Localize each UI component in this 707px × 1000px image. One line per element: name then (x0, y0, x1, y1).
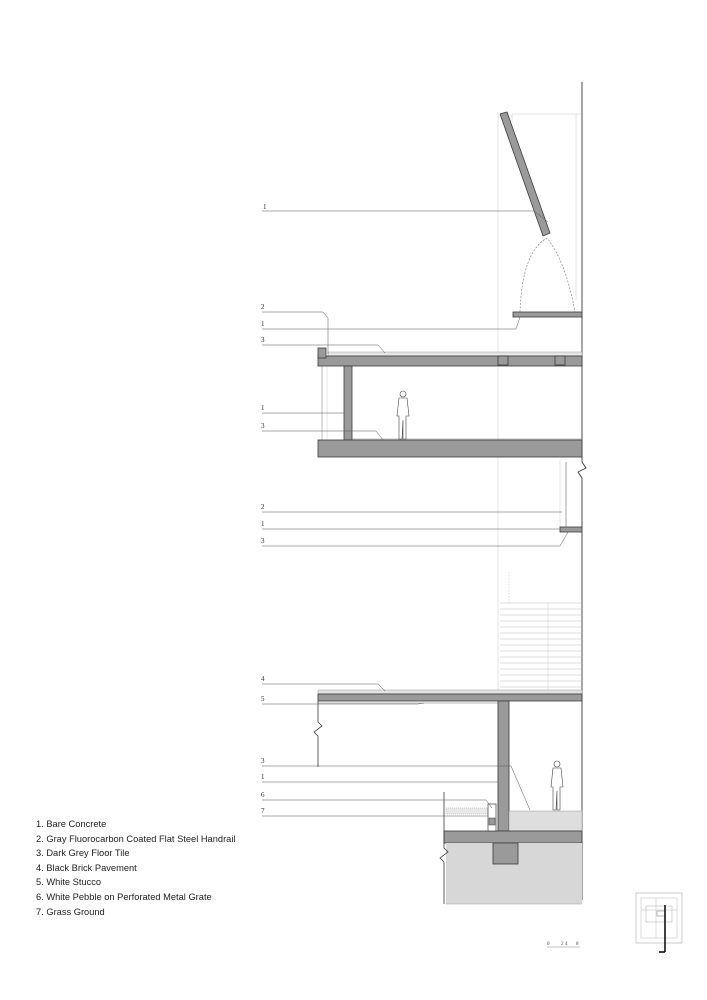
upper-outer-wall (344, 366, 352, 440)
upper-floor-slab (318, 440, 582, 457)
key-plan-thumbnail (636, 893, 682, 952)
upper-beam-2 (555, 356, 565, 365)
black-brick-pavement (318, 690, 582, 694)
scale-label-0: 0 (547, 942, 550, 947)
leader-lines (262, 211, 568, 816)
callout-1-upper-wall: 1 (261, 404, 265, 412)
legend-item: 3. Dark Grey Floor Tile (36, 848, 130, 859)
upper-beam-1 (498, 356, 508, 365)
callout-7-grass: 7 (261, 807, 265, 815)
human-figure-lower (551, 761, 563, 810)
construction-lines (498, 112, 582, 900)
callout-5-stucco: 5 (261, 695, 265, 703)
legend-item: 6. White Pebble on Perforated Metal Grate (36, 891, 212, 902)
lower-level (314, 690, 582, 904)
upper-roof-tile (328, 352, 582, 356)
canopy-slab (513, 312, 582, 317)
callout-3-mid: 3 (261, 537, 265, 545)
scale-label-4: 4 (565, 942, 568, 947)
materials-legend (36, 817, 235, 919)
pebble-grate (446, 808, 488, 814)
scale-label-2: 2 (561, 942, 564, 947)
callout-2-mid: 2 (261, 503, 265, 511)
facade-louvers (500, 572, 582, 692)
arched-opening (520, 238, 575, 312)
section-boundary-line (578, 82, 586, 900)
break-line-terrace (314, 701, 322, 767)
legend-item: 7. Grass Ground (36, 906, 105, 917)
upper-parapet (318, 348, 326, 358)
callout-1-roof: 1 (263, 203, 267, 211)
footing (493, 843, 518, 864)
callout-6-pebble: 6 (261, 791, 265, 799)
legend-item: 1. Bare Concrete (36, 819, 107, 829)
callout-numbers (261, 203, 267, 815)
callout-3-upper-floor: 3 (261, 422, 265, 430)
legend-item: 5. White Stucco (36, 877, 102, 888)
roof-canopy (500, 112, 582, 317)
terrace-slab (318, 694, 582, 701)
legend-item: 4. Black Brick Pavement (36, 862, 137, 873)
upper-room (318, 348, 582, 457)
upper-roof-slab (318, 356, 582, 366)
callout-1-mid: 1 (261, 520, 265, 528)
lower-floor-slab (444, 831, 582, 843)
legend-item: 2. Gray Fluorocarbon Coated Flat Steel Handrail (36, 833, 236, 844)
scale-bar (547, 942, 580, 947)
callout-3-upper-roof: 3 (261, 336, 265, 344)
lower-floor-tile (509, 811, 582, 831)
human-figure-upper (397, 391, 409, 439)
callout-1-lower-wall: 1 (261, 773, 265, 781)
scale-label-8: 8 (576, 942, 579, 947)
callout-2-upper: 2 (261, 303, 265, 311)
callout-3-lower-floor: 3 (261, 757, 265, 765)
callout-4-terrace: 4 (261, 675, 265, 683)
callout-1-canopy: 1 (261, 320, 265, 328)
